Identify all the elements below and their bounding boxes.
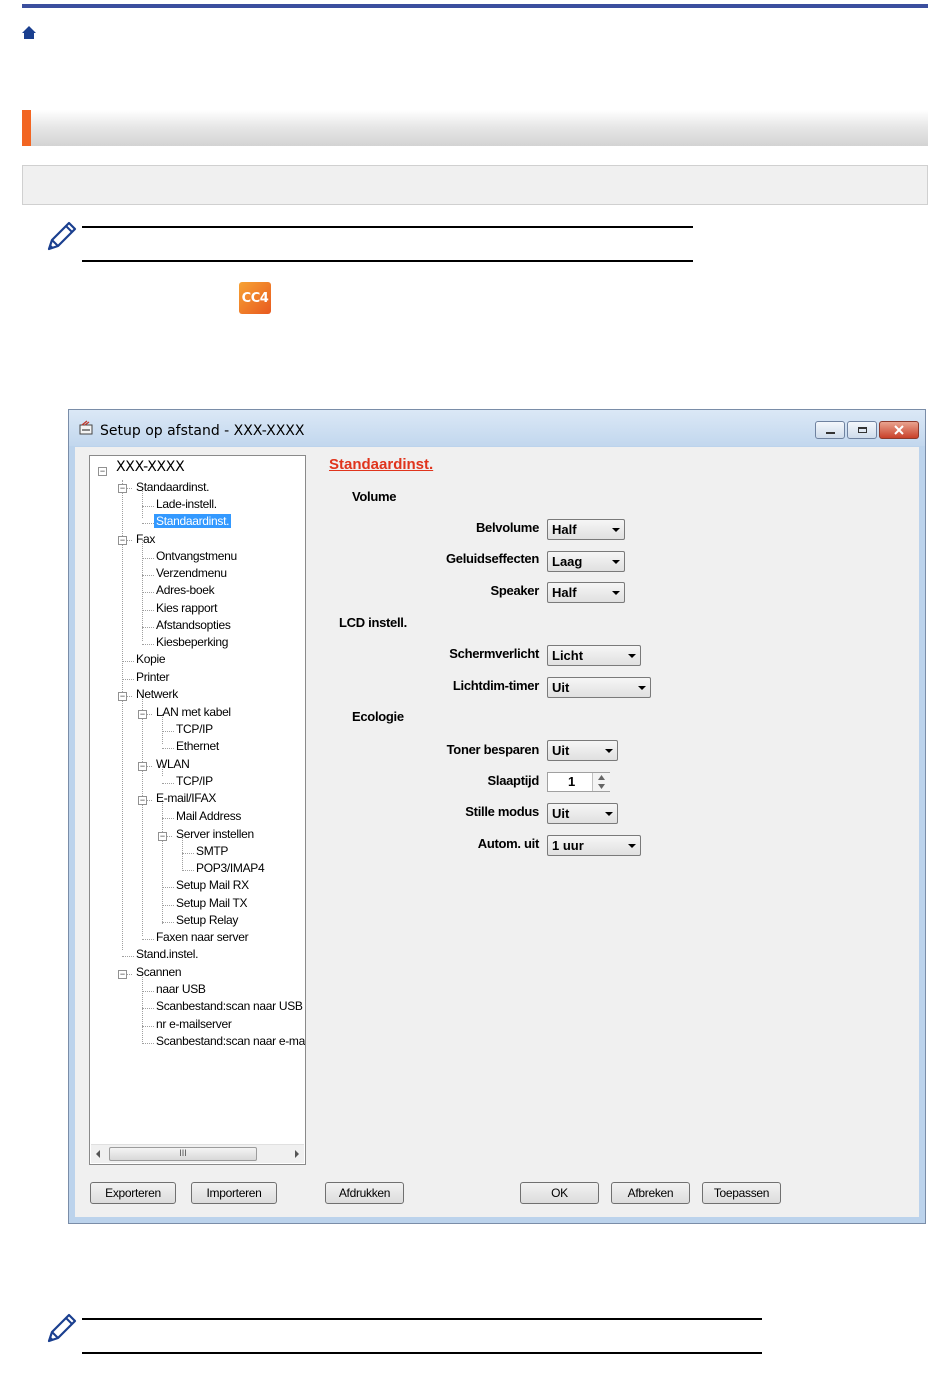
tree-item-server-instellen[interactable]: Server instellen: [176, 827, 254, 841]
tree-item-setup-mail-rx[interactable]: Setup Mail RX: [176, 878, 249, 892]
tree-item-ethernet[interactable]: Ethernet: [176, 739, 219, 753]
slaaptijd-value: 1: [568, 774, 576, 789]
belvolume-select[interactable]: [547, 519, 625, 540]
section-ecologie: Ecologie: [352, 709, 404, 724]
label-lichtdim-timer: Lichtdim-timer: [452, 678, 539, 693]
tree-horizontal-scrollbar[interactable]: [91, 1144, 304, 1163]
tree-item-adres-boek[interactable]: Adres-boek: [156, 583, 215, 597]
tree-collapse-icon[interactable]: −: [119, 691, 126, 701]
geluidseffecten-value: Laag: [552, 554, 583, 569]
tree-collapse-icon[interactable]: −: [119, 969, 126, 979]
tree-item-setup-mail-tx[interactable]: Setup Mail TX: [176, 896, 248, 910]
close-icon: [894, 425, 904, 435]
tree-item-kiesbeperking[interactable]: Kiesbeperking: [156, 635, 229, 649]
stepper-down-icon[interactable]: [598, 784, 605, 789]
speaker-select[interactable]: [547, 582, 625, 603]
stille-modus-select[interactable]: [547, 803, 618, 824]
scroll-thumb[interactable]: [109, 1147, 257, 1161]
tree-item-wlan[interactable]: WLAN: [156, 757, 190, 771]
tree-collapse-icon[interactable]: −: [139, 761, 146, 771]
chevron-down-icon: [605, 812, 613, 816]
tree-item-device[interactable]: XXX-XXXX: [116, 459, 185, 475]
importeren-button[interactable]: Importeren: [191, 1182, 277, 1204]
tree-item-email-ifax[interactable]: E-mail/IFAX: [156, 791, 217, 805]
maximize-icon: [858, 427, 867, 433]
info-box: [22, 165, 928, 205]
tree-item-standaardinst-selected[interactable]: Standaardinst.: [156, 514, 230, 528]
section-title-bar: [22, 110, 928, 146]
app-icon-label: CC4: [241, 290, 269, 306]
remote-setup-window: [68, 409, 926, 1224]
stepper-up-icon[interactable]: [598, 775, 605, 780]
tree-item-stand-instel[interactable]: Stand.instel.: [136, 947, 199, 961]
app-icon[interactable]: [239, 282, 271, 314]
afdrukken-button[interactable]: Afdrukken: [325, 1182, 404, 1204]
tree-collapse-icon[interactable]: −: [119, 535, 126, 545]
scroll-thumb-grip: III: [179, 1148, 187, 1158]
tree-item-netwerk[interactable]: Netwerk: [136, 687, 178, 701]
section-volume: Volume: [352, 489, 397, 504]
chevron-down-icon: [612, 591, 620, 595]
label-belvolume: Belvolume: [475, 520, 539, 535]
afbreken-button[interactable]: Afbreken: [611, 1182, 690, 1204]
tree-item-pop3-imap4[interactable]: POP3/IMAP4: [196, 861, 265, 875]
tree-item-kies-rapport[interactable]: Kies rapport: [156, 601, 218, 615]
chevron-down-icon: [628, 654, 636, 658]
autom-uit-select[interactable]: [547, 835, 641, 856]
belvolume-value: Half: [552, 522, 577, 537]
note-rule-bottom: [82, 260, 693, 262]
tree-item-scannen[interactable]: Scannen: [136, 965, 182, 979]
window-app-icon: [78, 420, 94, 436]
tree-item-printer[interactable]: Printer: [136, 670, 170, 684]
top-rule: [22, 4, 928, 8]
chevron-down-icon: [605, 749, 613, 753]
close-button[interactable]: [879, 421, 919, 439]
scroll-left-icon[interactable]: [95, 1150, 101, 1158]
tree-collapse-icon[interactable]: −: [139, 795, 146, 805]
ok-button[interactable]: OK: [520, 1182, 599, 1204]
tree-item-lade-instell[interactable]: Lade-instell.: [156, 497, 217, 511]
tree-collapse-icon[interactable]: −: [159, 831, 166, 841]
tree-item-smtp[interactable]: SMTP: [196, 844, 229, 858]
tree-item-ontvangstmenu[interactable]: Ontvangstmenu: [156, 549, 237, 563]
pencil-icon: [44, 1312, 78, 1346]
tree-item-setup-relay[interactable]: Setup Relay: [176, 913, 239, 927]
minimize-icon: [826, 432, 835, 434]
label-slaaptijd: Slaaptijd: [487, 773, 539, 788]
tree-item-kopie[interactable]: Kopie: [136, 652, 166, 666]
label-geluidseffecten: Geluidseffecten: [445, 551, 539, 566]
schermverlicht-select[interactable]: [547, 645, 641, 666]
tree-item-lan-met-kabel[interactable]: LAN met kabel: [156, 705, 231, 719]
tree-item-afstandsopties[interactable]: Afstandsopties: [156, 618, 231, 632]
tree-collapse-icon[interactable]: −: [99, 466, 106, 476]
tree-item-scanbestand-email[interactable]: Scanbestand:scan naar e-ma: [156, 1034, 305, 1048]
tree-item-scanbestand-usb[interactable]: Scanbestand:scan naar USB: [156, 999, 303, 1013]
geluidseffecten-select[interactable]: [547, 551, 625, 572]
tree-item-naar-usb[interactable]: naar USB: [156, 982, 206, 996]
settings-tree[interactable]: [89, 455, 306, 1165]
toepassen-button[interactable]: Toepassen: [702, 1182, 781, 1204]
label-schermverlicht: Schermverlicht: [449, 646, 539, 661]
label-speaker: Speaker: [490, 583, 539, 598]
tree-item-verzendmenu[interactable]: Verzendmenu: [156, 566, 227, 580]
speaker-value: Half: [552, 585, 577, 600]
label-autom-uit: Autom. uit: [477, 836, 539, 851]
panel-title: Standaardinst.: [329, 456, 434, 473]
tree-collapse-icon[interactable]: −: [119, 483, 126, 493]
home-icon[interactable]: [21, 25, 37, 41]
scroll-right-icon[interactable]: [294, 1150, 300, 1158]
chevron-down-icon: [628, 844, 636, 848]
tree-item-nr-e-mailserver[interactable]: nr e-mailserver: [156, 1017, 232, 1031]
lichtdim-timer-select[interactable]: [547, 677, 651, 698]
maximize-button[interactable]: [847, 421, 877, 439]
toner-besparen-value: Uit: [552, 743, 570, 758]
tree-collapse-icon[interactable]: −: [139, 709, 146, 719]
section-title-accent: [22, 110, 31, 146]
section-lcd: LCD instell.: [339, 615, 407, 630]
tree-item-lan-tcpip[interactable]: TCP/IP: [176, 722, 213, 736]
window-title: Setup op afstand - XXX-XXXX: [100, 423, 305, 439]
label-stille-modus: Stille modus: [465, 804, 539, 819]
tree-item-fax[interactable]: Fax: [136, 532, 156, 546]
stille-modus-value: Uit: [552, 806, 570, 821]
autom-uit-value: 1 uur: [552, 838, 584, 853]
chevron-down-icon: [638, 686, 646, 690]
tree-item-wlan-tcpip[interactable]: TCP/IP: [176, 774, 213, 788]
window-client-area: [75, 447, 919, 1217]
pencil-icon: [44, 220, 78, 254]
lichtdim-timer-value: Uit: [552, 680, 570, 695]
tree-item-faxen-naar-server[interactable]: Faxen naar server: [156, 930, 249, 944]
exporteren-button[interactable]: Exporteren: [90, 1182, 176, 1204]
schermverlicht-value: Licht: [552, 648, 584, 663]
slaaptijd-stepper[interactable]: [547, 772, 610, 792]
chevron-down-icon: [612, 528, 620, 532]
tree-item-standaardinst[interactable]: Standaardinst.: [136, 480, 210, 494]
tree-item-mail-address[interactable]: Mail Address: [176, 809, 242, 823]
note-rule-top: [82, 1318, 762, 1320]
toner-besparen-select[interactable]: [547, 740, 618, 761]
stepper-buttons[interactable]: [592, 773, 610, 791]
minimize-button[interactable]: [815, 421, 845, 439]
label-toner-besparen: Toner besparen: [446, 742, 539, 757]
note-rule-top: [82, 226, 693, 228]
chevron-down-icon: [612, 560, 620, 564]
note-rule-bottom: [82, 1352, 762, 1354]
